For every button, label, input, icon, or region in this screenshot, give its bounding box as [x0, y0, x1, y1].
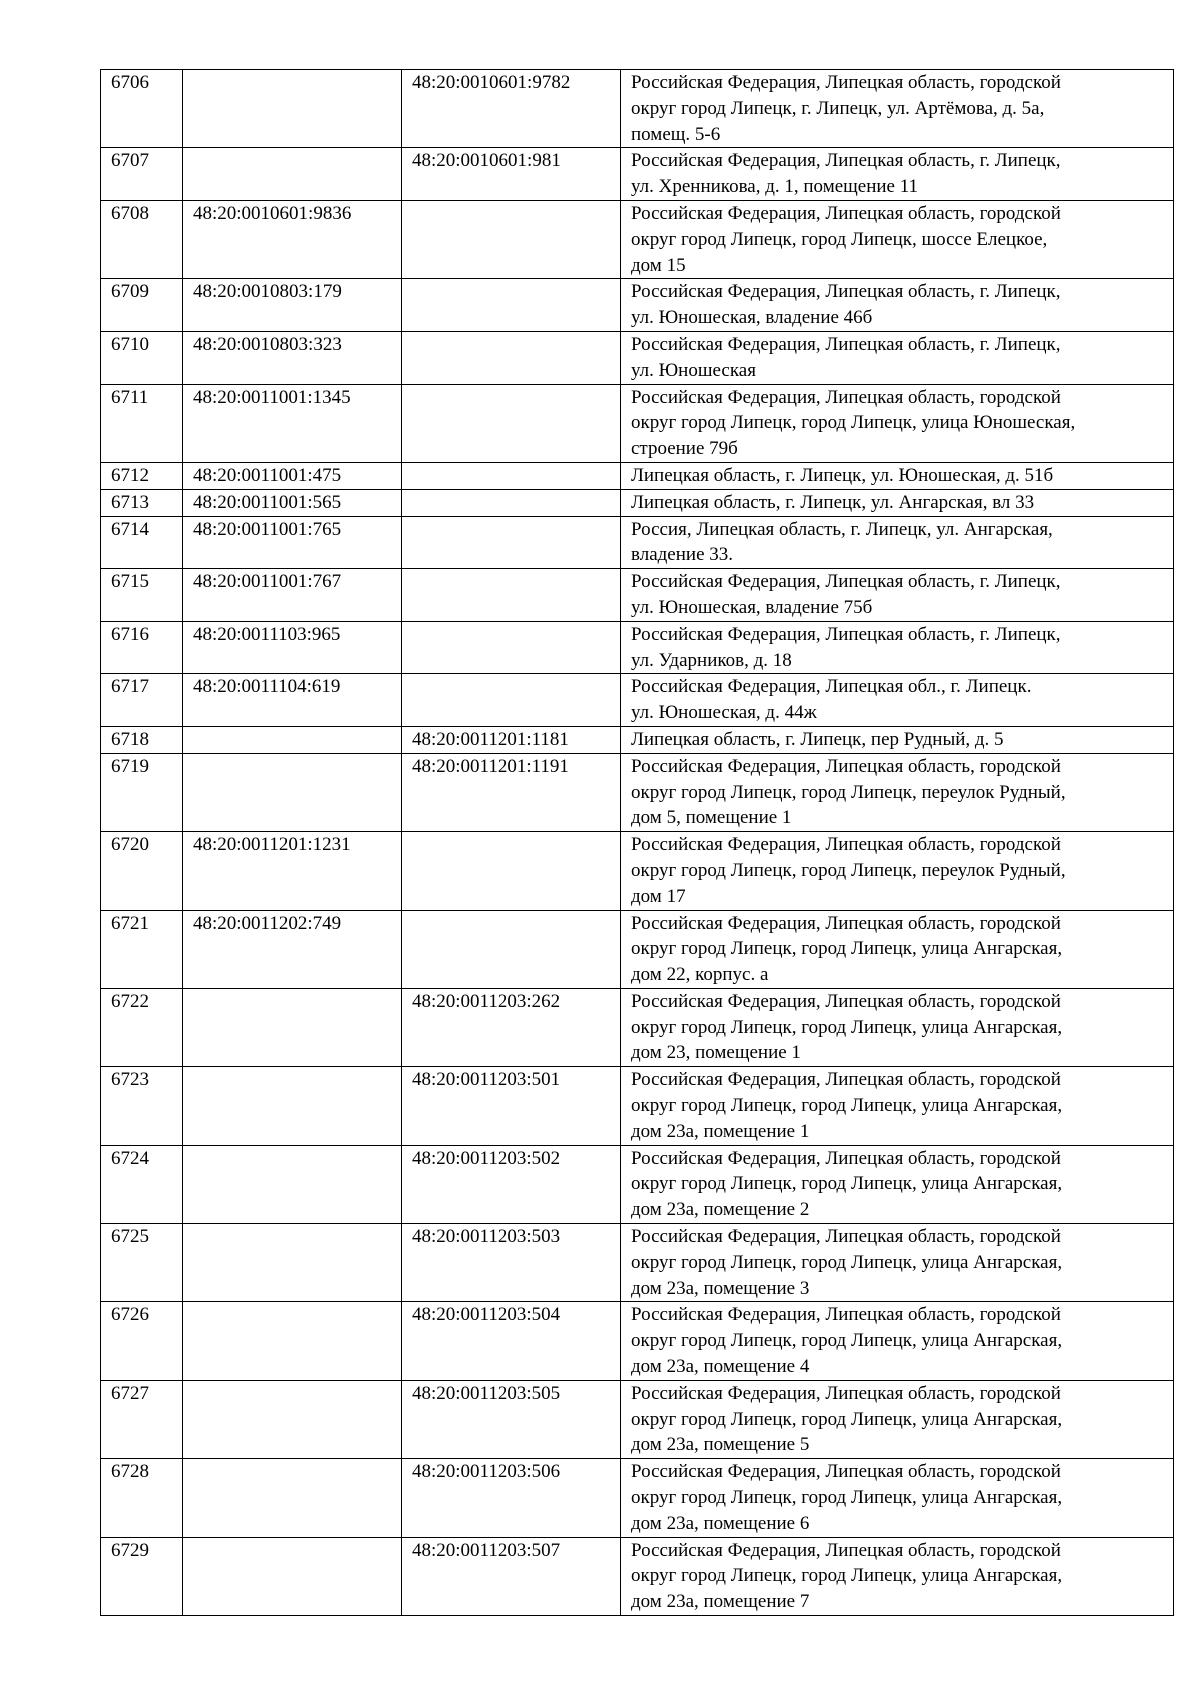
- land-cadastral-number: 48:20:0010803:323: [183, 331, 402, 384]
- address: Российская Федерация, Липецкая область, городской округ город Липецк, город Липецк, переулок Рудный, дом 5, помещение 1: [621, 753, 1174, 831]
- row-number: 6714: [101, 516, 183, 569]
- land-cadastral-number: 48:20:0010601:9836: [183, 200, 402, 278]
- object-cadastral-number: [402, 462, 621, 489]
- table-row: [101, 832, 1174, 910]
- address: Российская Федерация, Липецкая область, городской округ город Липецк, город Липецк, переулок Рудный, дом 17: [621, 832, 1174, 910]
- table-row: [101, 516, 1174, 569]
- address: Российская Федерация, Липецкая область, городской округ город Липецк, город Липецк, улица Ангарская, дом 23а, помещение 7: [621, 1537, 1174, 1615]
- address: Российская Федерация, Липецкая область, г. Липецк, ул. Ударников, д. 18: [621, 621, 1174, 674]
- table-row: [101, 569, 1174, 622]
- object-cadastral-number: [402, 569, 621, 622]
- land-cadastral-number: [183, 988, 402, 1066]
- object-cadastral-number: 48:20:0011203:503: [402, 1224, 621, 1302]
- object-cadastral-number: 48:20:0011203:262: [402, 988, 621, 1066]
- table-row: [101, 753, 1174, 831]
- row-number: 6708: [101, 200, 183, 278]
- row-number: 6723: [101, 1067, 183, 1145]
- table-row: [101, 910, 1174, 988]
- land-cadastral-number: [183, 1302, 402, 1380]
- object-cadastral-number: 48:20:0010601:9782: [402, 70, 621, 148]
- land-cadastral-number: [183, 1067, 402, 1145]
- object-cadastral-number: [402, 279, 621, 332]
- row-number: 6711: [101, 384, 183, 462]
- land-cadastral-number: [183, 753, 402, 831]
- land-cadastral-number: 48:20:0011001:767: [183, 569, 402, 622]
- row-number: 6707: [101, 148, 183, 201]
- table-row: [101, 1302, 1174, 1380]
- object-cadastral-number: [402, 621, 621, 674]
- land-cadastral-number: [183, 1380, 402, 1458]
- object-cadastral-number: 48:20:0011203:501: [402, 1067, 621, 1145]
- address: Российская Федерация, Липецкая область, г. Липецк, ул. Хренникова, д. 1, помещение 11: [621, 148, 1174, 201]
- table-row: [101, 1537, 1174, 1615]
- row-number: 6716: [101, 621, 183, 674]
- land-cadastral-number: [183, 1537, 402, 1615]
- row-number: 6726: [101, 1302, 183, 1380]
- table-row: [101, 621, 1174, 674]
- row-number: 6721: [101, 910, 183, 988]
- land-cadastral-number: 48:20:0011201:1231: [183, 832, 402, 910]
- row-number: 6728: [101, 1459, 183, 1537]
- row-number: 6725: [101, 1224, 183, 1302]
- address: Российская Федерация, Липецкая область, городской округ город Липецк, город Липецк, улица Ангарская, дом 23а, помещение 3: [621, 1224, 1174, 1302]
- address: Российская Федерация, Липецкая область, городской округ город Липецк, город Липецк, шоссе Елецкое, дом 15: [621, 200, 1174, 278]
- object-cadastral-number: 48:20:0011203:504: [402, 1302, 621, 1380]
- table-row: [101, 1224, 1174, 1302]
- registry-table: [100, 69, 1174, 1616]
- address: Российская Федерация, Липецкая область, городской округ город Липецк, город Липецк, улица Юношеская, строение 79б: [621, 384, 1174, 462]
- address: Российская Федерация, Липецкая область, г. Липецк, ул. Юношеская, владение 75б: [621, 569, 1174, 622]
- row-number: 6719: [101, 753, 183, 831]
- land-cadastral-number: [183, 1145, 402, 1223]
- table-row: [101, 674, 1174, 727]
- address: Россия, Липецкая область, г. Липецк, ул. Ангарская, владение 33.: [621, 516, 1174, 569]
- address: Российская Федерация, Липецкая область, г. Липецк, ул. Юношеская: [621, 331, 1174, 384]
- object-cadastral-number: [402, 384, 621, 462]
- row-number: 6724: [101, 1145, 183, 1223]
- object-cadastral-number: [402, 489, 621, 516]
- row-number: 6710: [101, 331, 183, 384]
- object-cadastral-number: 48:20:0011203:505: [402, 1380, 621, 1458]
- land-cadastral-number: 48:20:0010803:179: [183, 279, 402, 332]
- table-row: [101, 1459, 1174, 1537]
- row-number: 6720: [101, 832, 183, 910]
- address: Российская Федерация, Липецкая область, городской округ город Липецк, город Липецк, улица Ангарская, дом 23а, помещение 1: [621, 1067, 1174, 1145]
- table-row: [101, 200, 1174, 278]
- land-cadastral-number: 48:20:0011202:749: [183, 910, 402, 988]
- address: Российская Федерация, Липецкая область, городской округ город Липецк, г. Липецк, ул. Артёмова, д. 5а, помещ. 5-6: [621, 70, 1174, 148]
- object-cadastral-number: 48:20:0011203:502: [402, 1145, 621, 1223]
- land-cadastral-number: [183, 70, 402, 148]
- address: Липецкая область, г. Липецк, пер Рудный, д. 5: [621, 726, 1174, 753]
- row-number: 6718: [101, 726, 183, 753]
- address: Липецкая область, г. Липецк, ул. Юношеская, д. 51б: [621, 462, 1174, 489]
- object-cadastral-number: [402, 200, 621, 278]
- row-number: 6717: [101, 674, 183, 727]
- address: Российская Федерация, Липецкая область, городской округ город Липецк, город Липецк, улица Ангарская, дом 23а, помещение 6: [621, 1459, 1174, 1537]
- table-row: [101, 1067, 1174, 1145]
- land-cadastral-number: 48:20:0011001:475: [183, 462, 402, 489]
- row-number: 6722: [101, 988, 183, 1066]
- table-row: [101, 988, 1174, 1066]
- address: Российская Федерация, Липецкая область, городской округ город Липецк, город Липецк, улица Ангарская, дом 23а, помещение 4: [621, 1302, 1174, 1380]
- object-cadastral-number: 48:20:0011201:1181: [402, 726, 621, 753]
- row-number: 6712: [101, 462, 183, 489]
- address: Российская Федерация, Липецкая область, городской округ город Липецк, город Липецк, улица Ангарская, дом 23а, помещение 5: [621, 1380, 1174, 1458]
- object-cadastral-number: [402, 331, 621, 384]
- address: Российская Федерация, Липецкая область, городской округ город Липецк, город Липецк, улица Ангарская, дом 22, корпус. а: [621, 910, 1174, 988]
- land-cadastral-number: 48:20:0011001:765: [183, 516, 402, 569]
- table-row: [101, 279, 1174, 332]
- object-cadastral-number: 48:20:0011203:507: [402, 1537, 621, 1615]
- row-number: 6713: [101, 489, 183, 516]
- address: Липецкая область, г. Липецк, ул. Ангарская, вл 33: [621, 489, 1174, 516]
- row-number: 6727: [101, 1380, 183, 1458]
- table-row: [101, 148, 1174, 201]
- address: Российская Федерация, Липецкая область, г. Липецк, ул. Юношеская, владение 46б: [621, 279, 1174, 332]
- table-row: [101, 726, 1174, 753]
- address: Российская Федерация, Липецкая обл., г. Липецк. ул. Юношеская, д. 44ж: [621, 674, 1174, 727]
- object-cadastral-number: [402, 674, 621, 727]
- land-cadastral-number: 48:20:0011104:619: [183, 674, 402, 727]
- object-cadastral-number: [402, 910, 621, 988]
- table-row: [101, 1145, 1174, 1223]
- table-row: [101, 331, 1174, 384]
- table-row: [101, 462, 1174, 489]
- land-cadastral-number: [183, 1224, 402, 1302]
- object-cadastral-number: 48:20:0010601:981: [402, 148, 621, 201]
- table-row: [101, 384, 1174, 462]
- table-row: [101, 1380, 1174, 1458]
- object-cadastral-number: 48:20:0011203:506: [402, 1459, 621, 1537]
- object-cadastral-number: [402, 516, 621, 569]
- land-cadastral-number: 48:20:0011001:1345: [183, 384, 402, 462]
- land-cadastral-number: 48:20:0011103:965: [183, 621, 402, 674]
- object-cadastral-number: 48:20:0011201:1191: [402, 753, 621, 831]
- land-cadastral-number: [183, 148, 402, 201]
- land-cadastral-number: [183, 1459, 402, 1537]
- table-row: [101, 70, 1174, 148]
- object-cadastral-number: [402, 832, 621, 910]
- row-number: 6709: [101, 279, 183, 332]
- land-cadastral-number: [183, 726, 402, 753]
- address: Российская Федерация, Липецкая область, городской округ город Липецк, город Липецк, улица Ангарская, дом 23а, помещение 2: [621, 1145, 1174, 1223]
- row-number: 6729: [101, 1537, 183, 1615]
- address: Российская Федерация, Липецкая область, городской округ город Липецк, город Липецк, улица Ангарская, дом 23, помещение 1: [621, 988, 1174, 1066]
- registry-table-body: [101, 70, 1174, 1616]
- row-number: 6706: [101, 70, 183, 148]
- row-number: 6715: [101, 569, 183, 622]
- table-row: [101, 489, 1174, 516]
- land-cadastral-number: 48:20:0011001:565: [183, 489, 402, 516]
